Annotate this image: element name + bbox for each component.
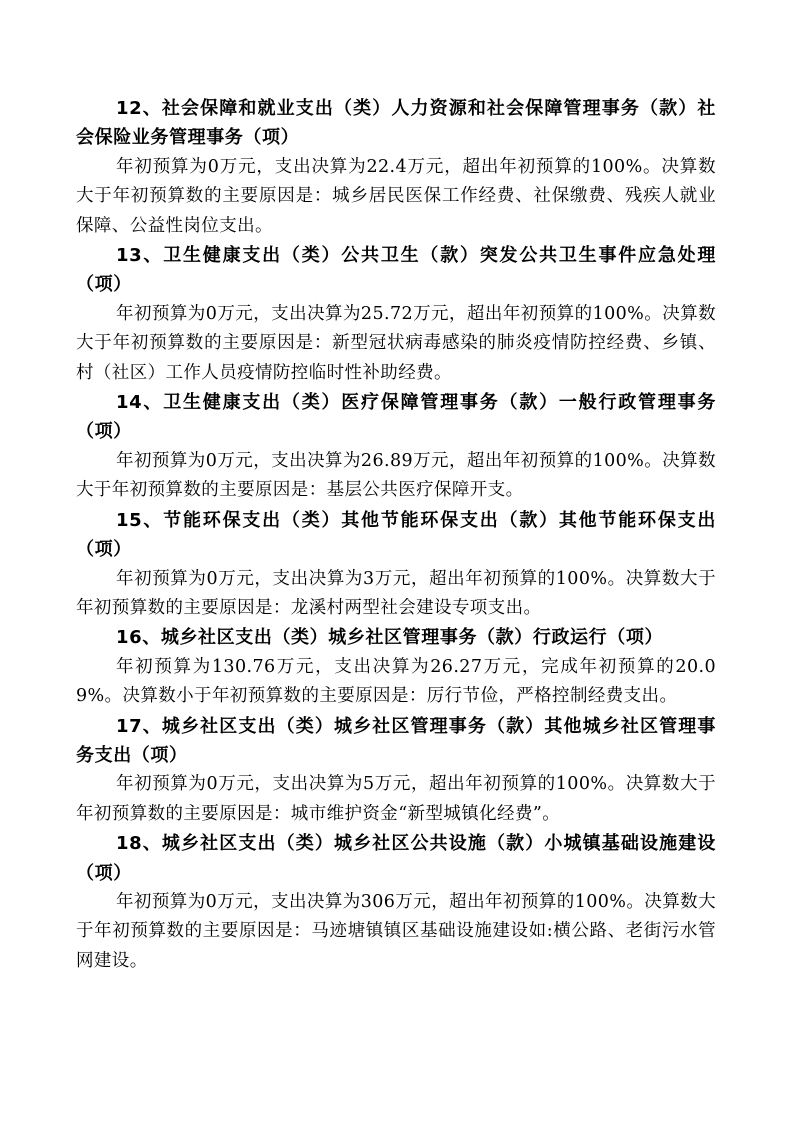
section-body: 年初预算为0万元，支出决算为306万元，超出年初预算的100%。决算数大于年初预算数的主要原因是：马迹塘镇镇区基础设施建设如:横公路、老街污水管网建设。 (76, 891, 716, 971)
section-17 (76, 712, 716, 830)
section-body: 年初预算为130.76万元，支出决算为26.27万元，完成年初预算的20.09%。决算数小于年初预算数的主要原因是：厉行节俭，严格控制经费支出。 (76, 656, 716, 707)
section-body: 年初预算为0万元，支出决算为22.4万元，超出年初预算的100%。决算数大于年初预算数的主要原因是：城乡居民医保工作经费、社保缴费、残疾人就业保障、公益性岗位支出。 (76, 156, 716, 236)
section-body: 年初预算为0万元，支出决算为25.72万元，超出年初预算的100%。决算数大于年初预算数的主要原因是：新型冠状病毒感染的肺炎疫情防控经费、乡镇、村（社区）工作人员疫情防控临时性补助经费。 (76, 303, 716, 383)
section-12 (76, 94, 716, 241)
section-body: 年初预算为0万元，支出决算为26.89万元，超出年初预算的100%。决算数大于年初预算数的主要原因是：基层公共医疗保障开支。 (76, 450, 716, 501)
section-heading: 12、社会保障和就业支出（类）人力资源和社会保障管理事务（款）社会保险业务管理事务（项） (76, 98, 716, 149)
section-heading: 17、城乡社区支出（类）城乡社区管理事务（款）其他城乡社区管理事务支出（项） (76, 715, 716, 766)
section-heading: 14、卫生健康支出（类）医疗保障管理事务（款）一般行政管理事务（项） (76, 392, 716, 443)
section-heading: 18、城乡社区支出（类）城乡社区公共设施（款）小城镇基础设施建设（项） (76, 833, 716, 884)
document-content (76, 94, 716, 976)
section-13 (76, 241, 716, 388)
section-14 (76, 388, 716, 506)
section-heading: 15、节能环保支出（类）其他节能环保支出（款）其他节能环保支出（项） (76, 509, 716, 561)
section-heading: 16、城乡社区支出（类）城乡社区管理事务（款）行政运行（项） (116, 627, 664, 649)
section-18 (76, 829, 716, 976)
section-body: 年初预算为0万元，支出决算为5万元，超出年初预算的100%。决算数大于年初预算数的主要原因是：城市维护资金“新型城镇化经费”。 (76, 774, 716, 824)
section-body: 年初预算为0万元，支出决算为3万元，超出年初预算的100%。决算数大于年初预算数的主要原因是：龙溪村两型社会建设专项支出。 (76, 568, 716, 618)
section-heading: 13、卫生健康支出（类）公共卫生（款）突发公共卫生事件应急处理（项） (76, 245, 716, 296)
section-15 (76, 506, 716, 624)
section-16 (76, 623, 716, 711)
